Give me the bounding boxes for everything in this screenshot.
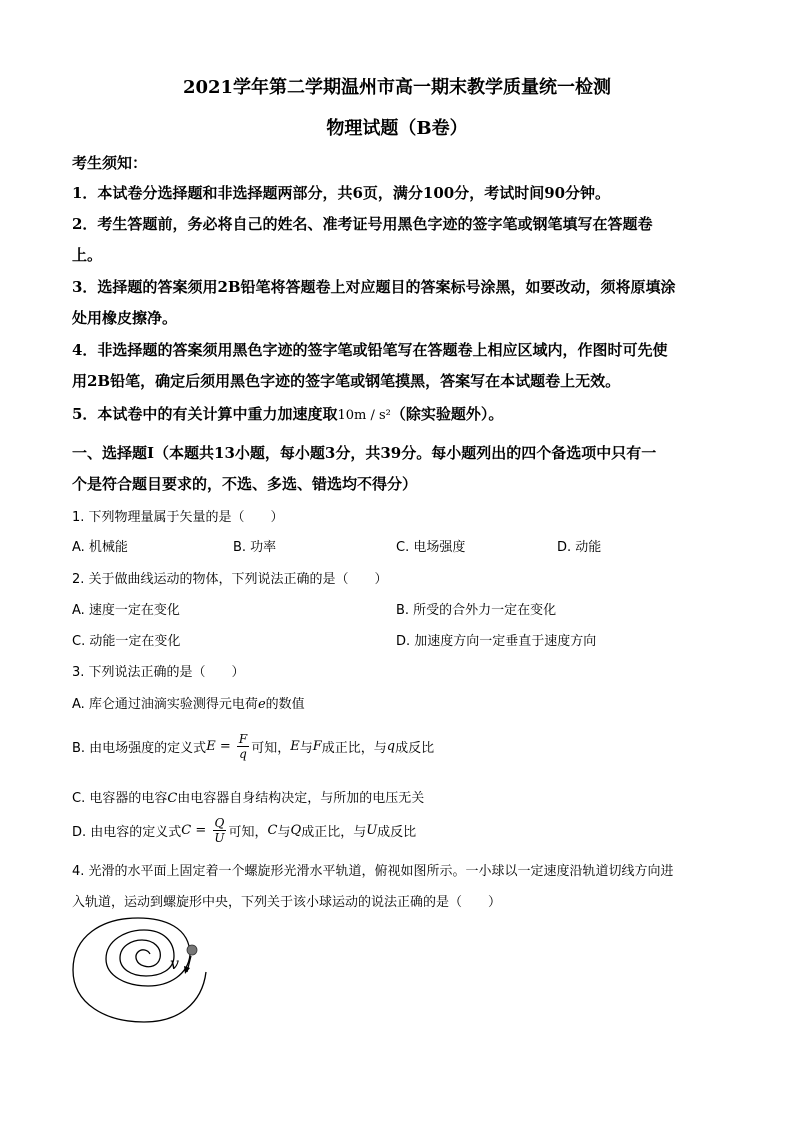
question-1-option-d: D. 动能 — [557, 540, 602, 555]
question-1-option-b: B. 功率 — [233, 540, 277, 555]
notice-line-5 — [72, 403, 503, 424]
option-b-connector-2: 与 — [299, 740, 313, 756]
option-d-connector: 可知， — [228, 824, 268, 840]
question-4-stem-line-2: 入轨道，运动到螺旋形中央，下列关于该小球运动的说法正确的是（ ） — [72, 895, 502, 910]
notice-line-1: 1．本试卷分选择题和非选择题两部分，共6页，满分100分，考试时间90分钟。 — [72, 184, 611, 202]
notice-line-4b: 用2B铅笔，确定后须用黑色字迹的签字笔或钢笔摸黑，答案写在本试题卷上无效。 — [72, 372, 621, 390]
fraction-numerator: F — [238, 731, 248, 746]
question-2-option-c: C. 动能一定在变化 — [72, 634, 181, 649]
fraction-denominator: U — [214, 830, 225, 845]
option-b-connector: 可知， — [251, 740, 291, 756]
section-heading-line-2: 个是符合题目要求的，不选、多选、错选均不得分） — [72, 475, 418, 493]
notice-line-5-post: （除实验题外）。 — [390, 405, 504, 423]
notice-line-3b: 处用橡皮擦净。 — [72, 309, 178, 327]
option-c-suffix: 由电容器自身结构决定，与所加的电压无关 — [177, 791, 425, 806]
question-3-option-b — [72, 728, 434, 764]
question-2-stem: 2. 关于做曲线运动的物体，下列说法正确的是（ ） — [72, 572, 388, 587]
question-1-option-a: A. 机械能 — [72, 540, 128, 555]
var-e: E — [290, 738, 300, 754]
fraction-numerator: Q — [214, 815, 225, 830]
notice-line-2a: 2．考生答题前，务必将自己的姓名、准考证号用黑色字迹的签字笔或钢笔填写在答题卷 — [72, 215, 653, 233]
question-2-option-a: A. 速度一定在变化 — [72, 603, 180, 618]
field-strength-symbol: E — [206, 738, 216, 754]
question-3-option-d — [72, 812, 416, 848]
option-d-connector-3: 成正比，与 — [301, 824, 367, 840]
velocity-label: v — [170, 954, 180, 973]
option-a-suffix: 的数值 — [265, 697, 305, 712]
option-a-text: A. 库仑通过油滴实验测得元电荷 — [72, 697, 258, 712]
var-q: q — [386, 738, 396, 754]
option-b-connector-3: 成正比，与 — [321, 740, 387, 756]
var-c: C — [267, 822, 278, 838]
option-d-connector-2: 与 — [277, 824, 291, 840]
field-strength-fraction — [237, 732, 249, 761]
option-d-suffix: 成反比 — [377, 824, 417, 840]
notice-heading: 考生须知： — [72, 154, 148, 172]
option-c-text: C. 电容器的电容 — [72, 791, 168, 806]
capacitance-lhs: C — [181, 822, 192, 838]
var-u: U — [366, 822, 378, 838]
question-4-stem-line-1: 4. 光滑的水平面上固定着一个螺旋形光滑水平轨道，俯视如图所示。一小球以一定速度沿轨道切线方向进 — [72, 864, 674, 879]
option-b-suffix: 成反比 — [395, 740, 435, 756]
gravity-value: 10m / s² — [337, 408, 391, 423]
ball — [187, 945, 197, 955]
capacitance-symbol: C — [167, 791, 178, 806]
notice-line-4a: 4．非选择题的答案须用黑色字迹的签字笔或铅笔写在答题卷上相应区域内，作图时可先使 — [72, 341, 668, 359]
elementary-charge-symbol: e — [257, 697, 266, 712]
spiral-track-figure — [66, 912, 216, 1027]
question-2-option-b: B. 所受的合外力一定在变化 — [396, 603, 557, 618]
section-heading-line-1: 一、选择题Ⅰ（本题共13小题，每小题3分，共39分。每小题列出的四个备选项中只有一 — [72, 444, 657, 462]
velocity-arrowhead — [184, 966, 190, 974]
exam-subtitle: 物理试题（B卷） — [326, 118, 468, 139]
fraction-denominator: q — [239, 746, 247, 761]
var-q-charge: Q — [290, 822, 302, 838]
option-d-text: D. 由电容的定义式 — [72, 824, 182, 840]
equals-sign: = — [215, 738, 235, 754]
question-3-option-a — [72, 693, 305, 712]
capacitance-fraction — [212, 816, 226, 845]
question-2-option-d: D. 加速度方向一定垂直于速度方向 — [396, 634, 597, 649]
question-3-stem: 3. 下列说法正确的是（ ） — [72, 665, 245, 680]
notice-line-3a: 3．选择题的答案须用2B铅笔将答题卷上对应题目的答案标号涂黑，如要改动，须将原填涂 — [72, 278, 676, 296]
equals-sign: = — [191, 822, 211, 838]
var-f: F — [312, 738, 322, 754]
question-1-stem: 1. 下列物理量属于矢量的是（ ） — [72, 510, 284, 525]
exam-title: 2021学年第二学期温州市高一期末教学质量统一检测 — [182, 77, 612, 98]
notice-line-5-pre: 5．本试卷中的有关计算中重力加速度取 — [72, 405, 338, 423]
option-b-text: B. 由电场强度的定义式 — [72, 740, 207, 756]
question-3-option-c — [72, 787, 424, 806]
question-1-option-c: C. 电场强度 — [396, 540, 466, 555]
notice-line-2b: 上。 — [72, 246, 103, 264]
